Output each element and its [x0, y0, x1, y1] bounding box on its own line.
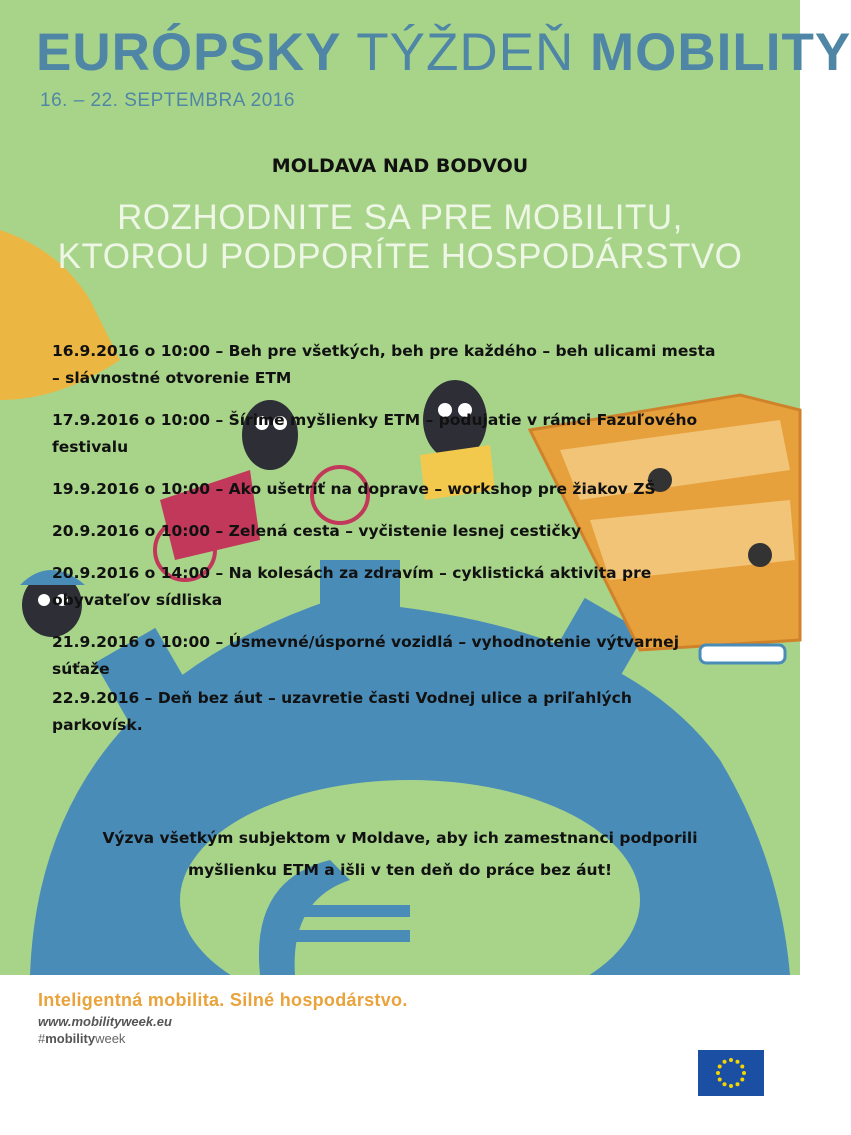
event-text: 22.9.2016 – Deň bez áut – uzavretie časti Vodnej ulice a priľahlých [52, 689, 632, 707]
campaign-title [36, 23, 851, 82]
call-line-2: myšlienku ETM a išli v ten deň do práce bez áut! [187, 861, 613, 879]
event-item [52, 338, 797, 392]
website-link[interactable]: www.mobilityweek.eu [38, 1014, 172, 1029]
title-part-3: MOBILITY [589, 23, 851, 82]
event-text: 19.9.2016 o 10:00 – Ako ušetriť na doprave – workshop pre žiakov ZŠ [52, 480, 656, 498]
event-text: 17.9.2016 o 10:00 – Šírime myšlienky ETM – podujatie v rámci Fazuľového [52, 411, 698, 429]
event-item [52, 685, 797, 739]
event-item [52, 476, 797, 503]
event-text: festivalu [52, 438, 129, 456]
hashtag-prefix: # [38, 1031, 46, 1046]
event-text: – slávnostné otvorenie ETM [52, 369, 292, 387]
event-item [52, 518, 797, 545]
city-name: MOLDAVA NAD BODVOU [271, 155, 529, 177]
hashtag-rest: week [95, 1031, 126, 1046]
event-item [52, 560, 797, 614]
title-part-2: TÝŽDEŇ [356, 23, 575, 82]
event-text: súťaže [52, 660, 110, 678]
footer-tagline: Inteligentná mobilita. Silné hospodárstvo. [38, 990, 408, 1010]
event-text: 20.9.2016 o 10:00 – Zelená cesta – vyčistenie lesnej cestičky [52, 522, 582, 540]
event-text: 20.9.2016 o 14:00 – Na kolesách za zdravím – cyklistická aktivita pre [52, 564, 652, 582]
slogan-line-2: KTOROU PODPORÍTE HOSPODÁRSTVO [57, 237, 743, 276]
event-text: 21.9.2016 o 10:00 – Úsmevné/úsporné vozidlá – vyhodnotenie výtvarnej [52, 633, 680, 651]
call-to-action [60, 822, 740, 886]
call-line-1: Výzva všetkým subjektom v Moldave, aby ich zamestnanci podporili [102, 829, 698, 847]
campaign-dates: 16. – 22. SEPTEMBRA 2016 [40, 90, 295, 111]
event-item [52, 629, 797, 683]
hashtag-bold: mobility [45, 1031, 96, 1046]
event-text: 16.9.2016 o 10:00 – Beh pre všetkých, beh pre každého – beh ulicami mesta [52, 342, 716, 360]
event-text: obyvateľov sídliska [52, 591, 223, 609]
slogan-line-1: ROZHODNITE SA PRE MOBILITU, [117, 198, 683, 237]
eu-flag-icon [698, 1050, 764, 1096]
event-item [52, 407, 797, 461]
title-part-1: EURÓPSKY [36, 23, 342, 82]
event-text: parkovísk. [52, 716, 143, 734]
hashtag [38, 1031, 125, 1046]
slogan [0, 198, 800, 276]
event-list [52, 338, 797, 754]
